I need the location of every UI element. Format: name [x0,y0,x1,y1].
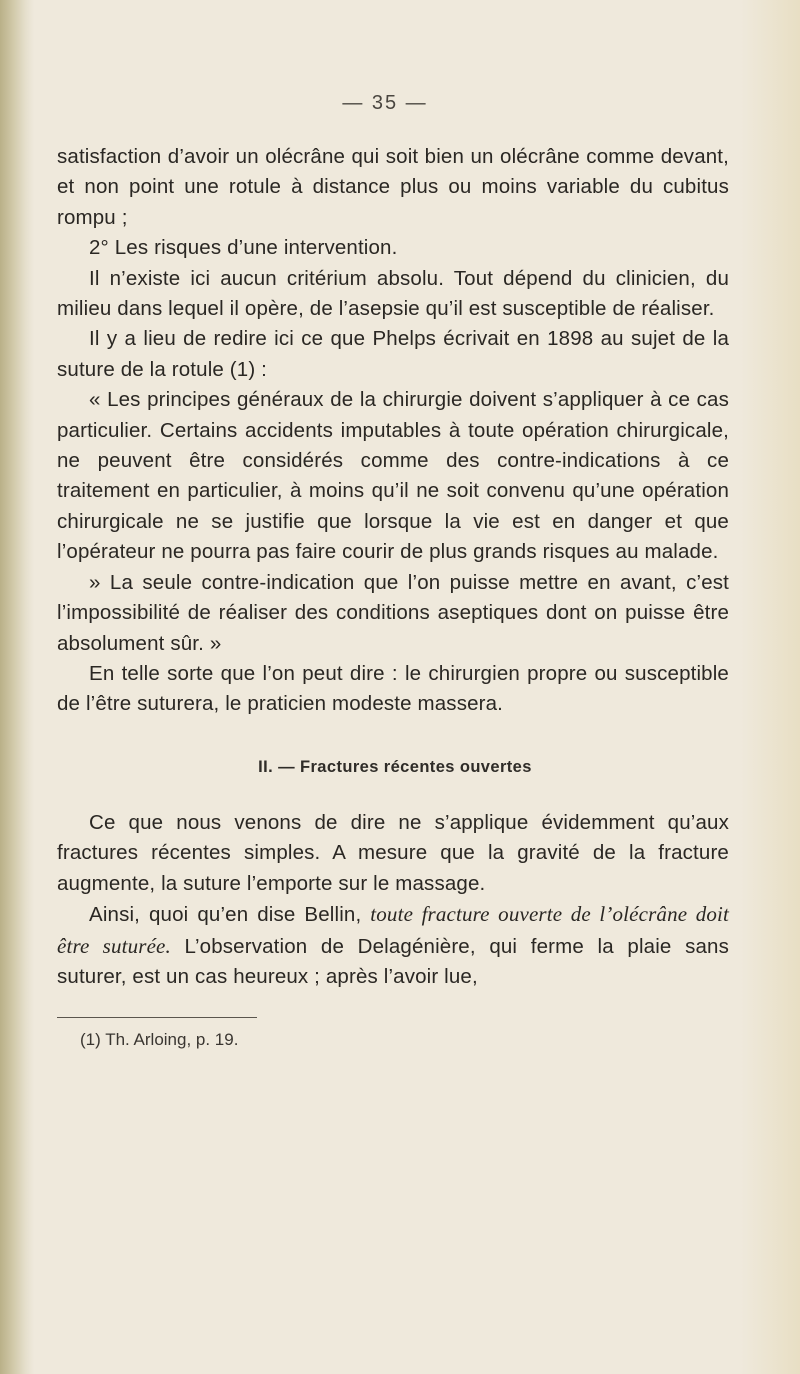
section-paragraph-2-end: L’observation de Delagénière, qui ferme la plaie sans suturer, est un cas heureux ; après l’avoir lue, [57,934,729,989]
section-paragraph-2-start: Ainsi, quoi qu’en dise Bellin, [89,903,371,927]
paragraph-7: En telle sorte que l’on peut dire : le chirurgien propre ou susceptible de l’être suturera, le praticien modeste massera. [57,661,729,716]
paragraph-4: Il y a lieu de redire ici ce que Phelps écrivait en 1898 au sujet de la suture de la rotule (1) : [57,327,729,381]
paragraph-6-quote: » La seule contre-indication que l’on puisse mettre en avant, c’est l’impossibilité de réaliser des conditions aseptiques dont on puisse être absolument sûr. » [57,570,729,655]
paragraph-1: satisfaction d’avoir un olécrâne qui soit bien un olécrâne comme devant, et non point une rotule à distance plus ou moins variable du cubitus rompu ; [57,145,729,229]
page-number: — 35 — [342,92,428,114]
page-edge-tint [740,0,800,1374]
paragraph-2: 2° Les risques d’une intervention. [89,236,398,260]
paragraph-3: Il n’existe ici aucun critérium absolu. Tout dépend du clinicien, du milieu dans lequel il opère, de l’asepsie qu’il est susceptible de réaliser. [57,266,729,321]
page-spine-shadow [0,0,34,1374]
footnote-divider [57,1017,257,1018]
body-text [57,142,729,720]
footnote: (1) Th. Arloing, p. 19. [80,1030,239,1049]
section-paragraph-1: Ce que nous venons de dire ne s’applique évidemment qu’aux fractures récentes simples. A mesure que la gravité de la fracture augmente, la suture l’emporte sur le massage. [57,811,729,895]
section-paragraph-2 [57,899,729,992]
section-paragraph-2-italic: toute fracture ouverte de l’olécrâne doit être suturée. [57,902,729,958]
section-heading: II. — Fractures récentes ouvertes [258,758,532,776]
section-body-text [57,808,729,992]
paragraph-5-quote: « Les principes généraux de la chirurgie doivent s’appliquer à ce cas particulier. Certains accidents imputables à toute opération chirurgicale, ne peuvent être considérés comme des contre-indications à ce traitement en particulier, à moins qu’il ne soit convenu qu’une opération chirurgicale ne se justifie que lorsque la vie est en danger et que l’opérateur ne pourra pas faire courir de plus grands risques au malade. [57,388,729,564]
